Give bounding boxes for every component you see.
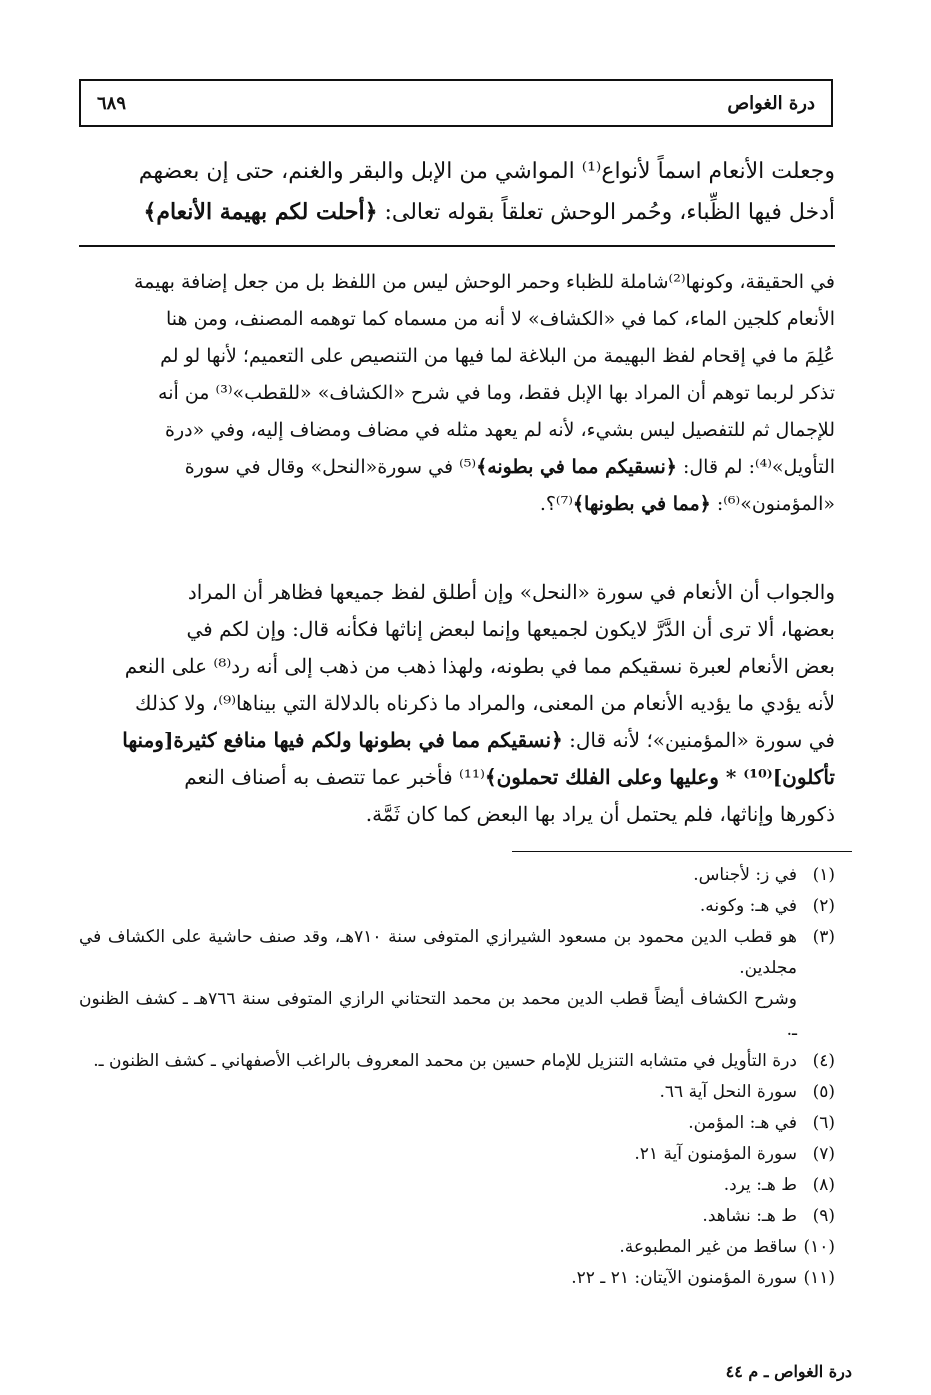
footnote [79, 1170, 835, 1201]
footnote-number: (٧) [812, 1144, 835, 1164]
footnote-separator [512, 851, 852, 852]
footnote-text: سورة المؤمنون آية ٢١. [634, 1144, 797, 1164]
footnote-number: (١٠) [803, 1237, 835, 1257]
footnote [79, 1077, 835, 1108]
footnote [79, 860, 835, 891]
running-header-title: درة الغواص [727, 93, 815, 114]
footnote-continuation [79, 984, 835, 1046]
page-number: ٦٨٩ [97, 93, 127, 114]
text-line: ذكورها وإناثها، فلم يحتمل أن يراد بها البعض كما كان ثَمَّة. [365, 802, 835, 826]
footnote-text: في هـ: المؤمن. [688, 1113, 797, 1133]
quran-quote: ﴿نسقيكم مما في بطونه﴾ [476, 456, 677, 478]
footnote-text: ساقط من غير المطبوعة. [619, 1237, 797, 1257]
quran-quote: ﴿نسقيكم مما في بطونها ولكم فيها منافع كثيرة[ومنها [122, 728, 563, 752]
footnote-number: (٣) [812, 927, 835, 947]
text-line: تأكلون]⁽¹⁰⁾ * وعليها وعلى الفلك تحملون﴾⁽¹¹⁾ فأخبر عما تتصف به أصناف النعم [184, 765, 835, 789]
commentary-text [79, 264, 835, 523]
text-line: عُلِمَ ما في إقحام لفظ البهيمة من البلاغة لما فيها من التنصيص على التعميم؛ لأنها لو لم [160, 345, 835, 367]
footnote [79, 1263, 835, 1294]
footnote-number: (١) [812, 865, 835, 885]
separator-rule [79, 245, 835, 247]
footnote [79, 891, 835, 922]
running-header [79, 79, 833, 127]
footnote [79, 922, 835, 984]
text-line: بعض الأنعام لعبرة نسقيكم مما في بطونه، ولهذا ذهب من ذهب إلى أنه رد⁽⁸⁾ على النعم [124, 654, 835, 678]
text-line: في سورة «المؤمنين»؛ لأنه قال: ﴿نسقيكم مما في بطونها ولكم فيها منافع كثيرة[ومنها [122, 728, 835, 752]
footnote-number: (٦) [812, 1113, 835, 1133]
footnote-text: في ز: لأجناس. [693, 865, 797, 885]
footnote-number: (٩) [812, 1206, 835, 1226]
footnote-number: (١١) [803, 1268, 835, 1288]
footnote [79, 1232, 835, 1263]
footnote-text: وشرح الكشاف أيضاً قطب الدين محمد بن محمد التحتاني الرازي المتوفى سنة ٧٦٦هـ ـ كشف الظنون ـ. [79, 989, 797, 1040]
footnote-text: في هـ: وكونه. [699, 896, 797, 916]
text-line: بعضها، ألا ترى أن الدَّرَّ لايكون لجميعها وإنما لبعض إناثها فكأنه قال: وإن لكم في [186, 617, 835, 641]
text-line: للإجمال ثم للتفصيل ليس بشيء، لأنه لم يعهد مثله في مضاف ومضاف إليه، وفي «درة [165, 419, 835, 441]
footnote-number: (٨) [812, 1175, 835, 1195]
quran-quote: ﴿مما في بطونها﴾ [572, 493, 711, 515]
footnote [79, 1108, 835, 1139]
footnote [79, 1139, 835, 1170]
footnote [79, 1201, 835, 1232]
text-line: الأنعام كلجين الماء، كما في «الكشاف» لا أنه من مسماه كما توهمه المصنف، ومن هنا [166, 308, 835, 330]
footnote-number: (٤) [812, 1051, 835, 1071]
text-line: وجعلت الأنعام اسماً لأنواع⁽¹⁾ المواشي من الإبل والبقر والغنم، حتى إن بعضهم [138, 159, 835, 184]
quran-quote: ﴿أحلت لكم بهيمة الأنعام﴾ [143, 199, 378, 225]
text-line: والجواب أن الأنعام في سورة «النحل» وإن أطلق لفظ جميعها فظاهر أن المراد [187, 580, 835, 604]
footnotes [79, 860, 835, 1294]
quran-quote: تأكلون]⁽¹⁰⁾ * وعليها وعلى الفلك تحملون﴾ [484, 765, 835, 789]
main-text-answer [79, 574, 835, 833]
text-line: «المؤمنون»⁽⁶⁾: ﴿مما في بطونها﴾⁽⁷⁾؟. [539, 493, 835, 515]
text-line: أدخل فيها الظِّباء، وحُمر الوحش تعلقاً بقوله تعالى: ﴿أحلت لكم بهيمة الأنعام﴾ [143, 199, 835, 225]
main-text-top [79, 152, 835, 233]
footnote-number: (٥) [812, 1082, 835, 1102]
text-line: تذكر لربما توهم أن المراد بها الإبل فقط، وما في شرح «الكشاف» «للقطب»⁽³⁾ من أنه [158, 382, 835, 404]
footnote-text: هو قطب الدين محمود بن مسعود الشيرازي المتوفى سنة ٧١٠هـ، وقد صنف حاشية على الكشاف في مجلدين. [79, 927, 797, 978]
text-line: التأويل»⁽⁴⁾: لم قال: ﴿نسقيكم مما في بطونه﴾⁽⁵⁾ في سورة«النحل» وقال في سورة [184, 456, 835, 478]
text-line: في الحقيقة، وكونها⁽²⁾شاملة للظباء وحمر الوحش ليس من اللفظ بل من جعل إضافة بهيمة [133, 271, 835, 293]
footnote-text: سورة المؤمنون الآيتان: ٢١ ـ ٢٢. [571, 1268, 797, 1288]
footnote-text: ط هـ: يرد. [723, 1175, 797, 1195]
footnote-text: ط هـ: نشاهد. [702, 1206, 797, 1226]
footnote [79, 1046, 835, 1077]
footnote-number: (٢) [812, 896, 835, 916]
signature-footer: درة الغواص ـ م ٤٤ [725, 1362, 852, 1381]
text-line: لأنه يؤدي ما يؤديه الأنعام من المعنى، والمراد ما ذكرناه بالدلالة التي بيناها⁽⁹⁾، ولا كذلك [134, 691, 835, 715]
footnote-text: درة التأويل في متشابه التنزيل للإمام حسين بن محمد المعروف بالراغب الأصفهاني ـ كشف الظنون ـ. [93, 1051, 797, 1071]
footnote-text: سورة النحل آية ٦٦. [659, 1082, 797, 1102]
